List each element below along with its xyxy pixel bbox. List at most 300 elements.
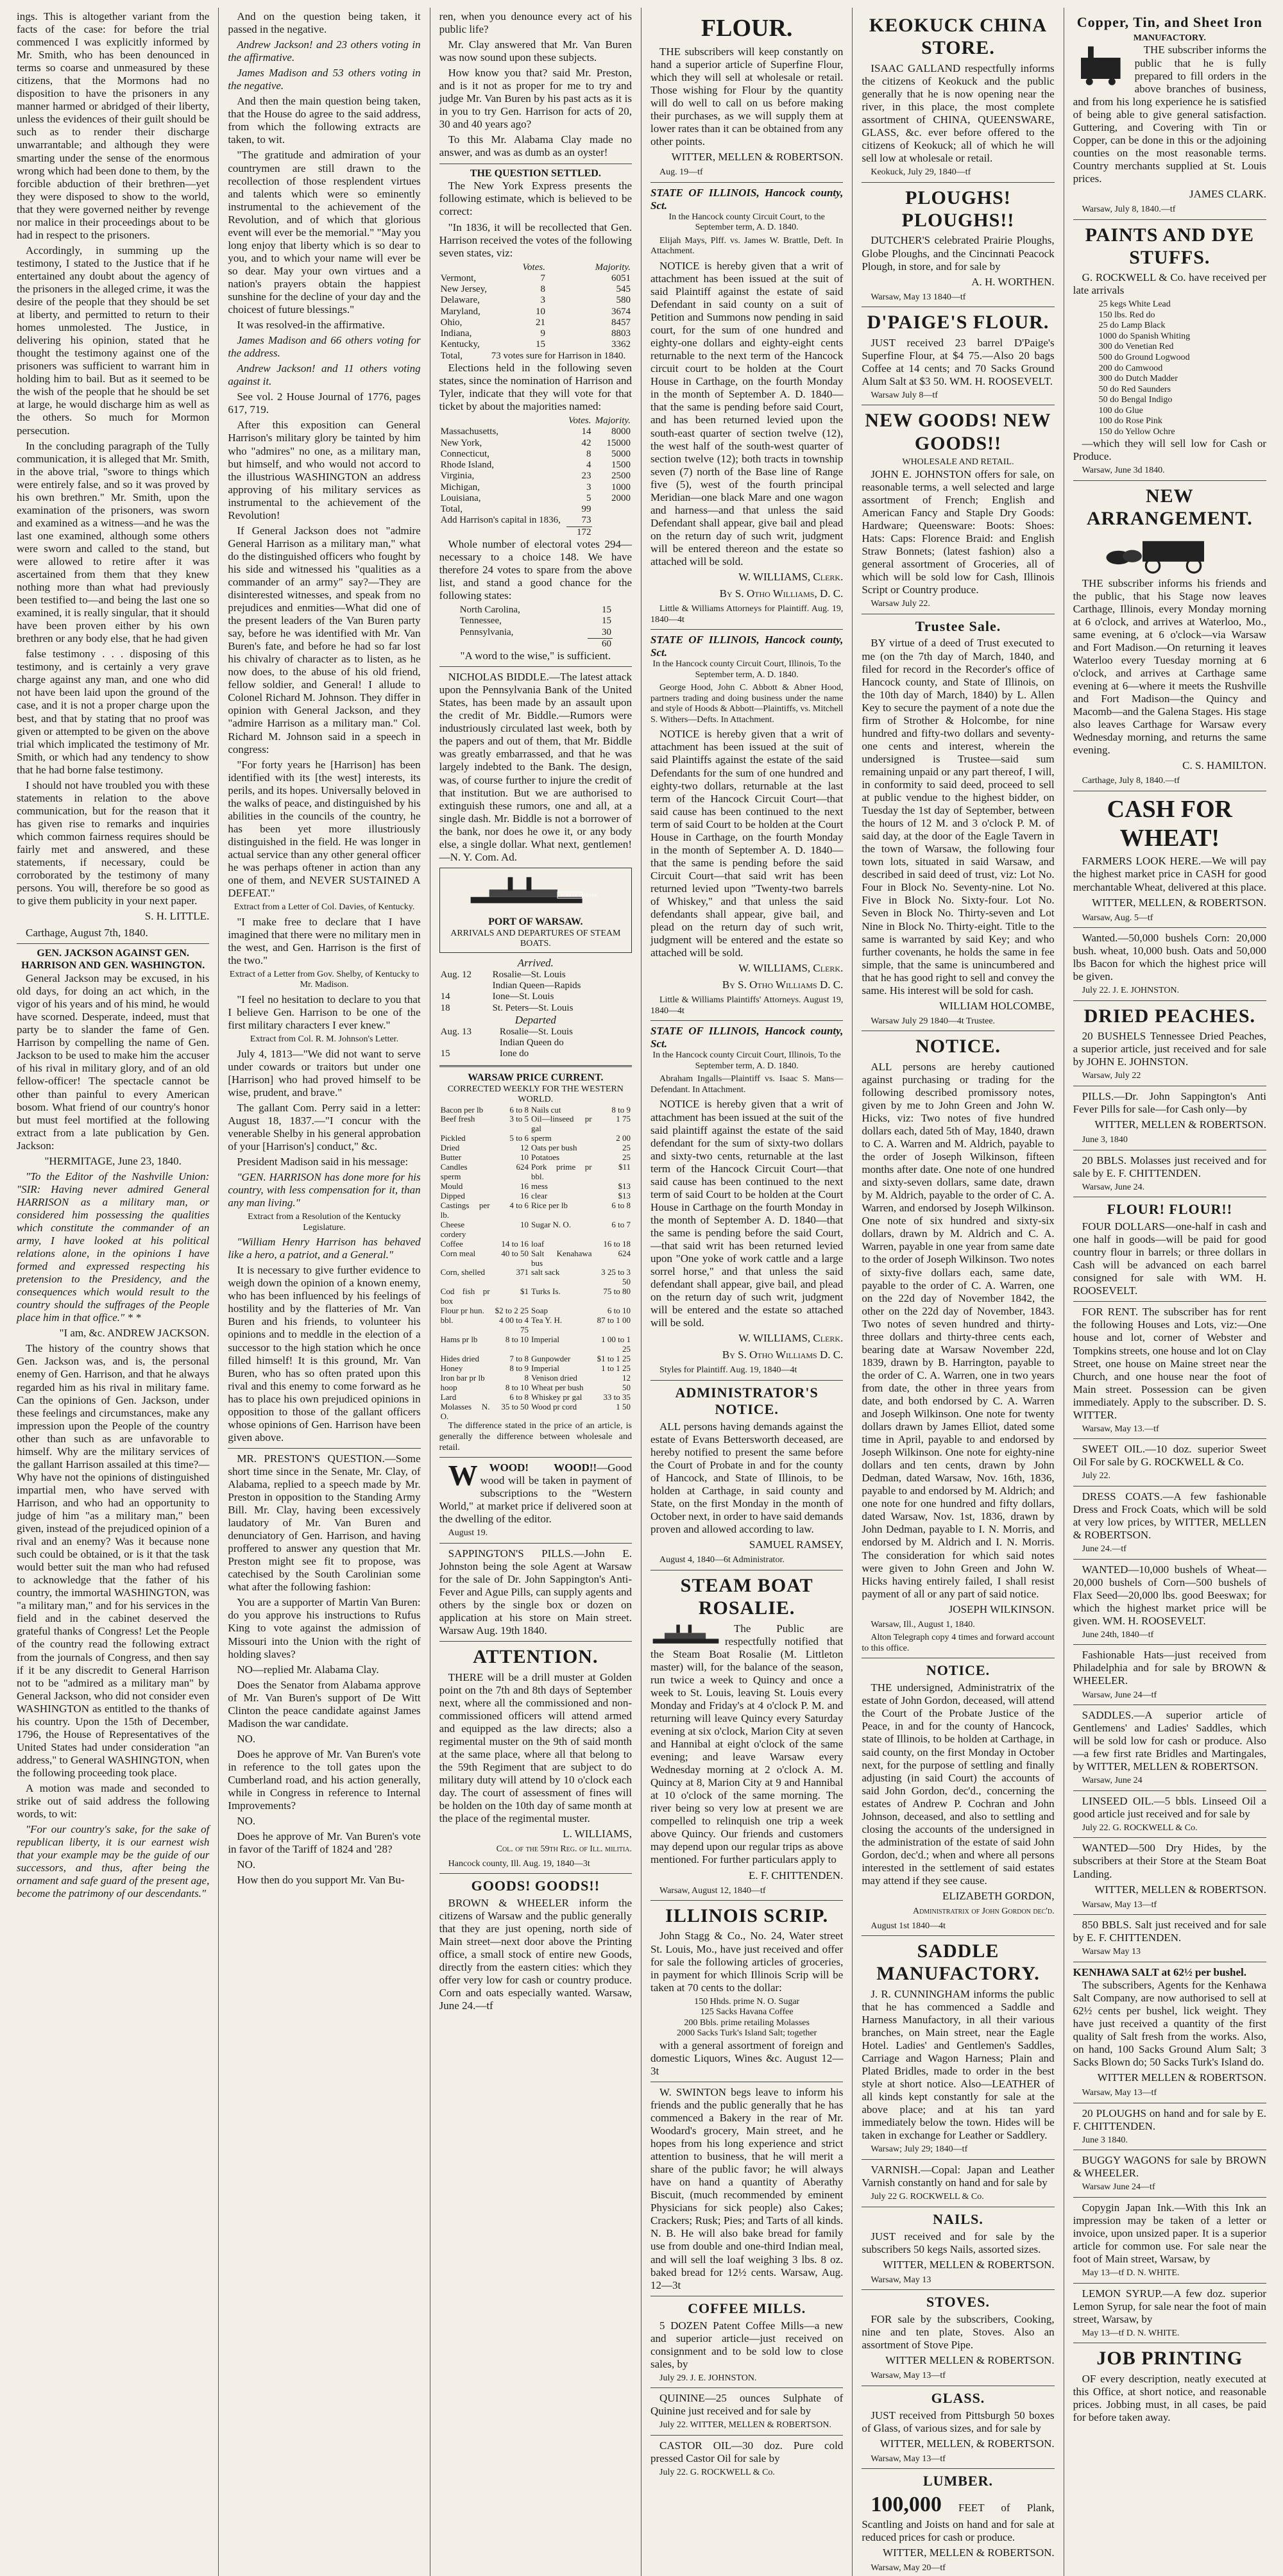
article-paragraph: The history of the country shows that Gen. Jackson was, and is, the personal enemy of Gen. Harrison, and that he always regarded him as his rival in military fame. Can the opinions of Gen. Jackson, under these feelings and circumstances, make any impression upon the People of the country other than such as are unfavorable to himself. Why are the military services of the gallant Harrison assailed at this time?—Why have not the opinions of distinguished impartial men, who have served with Harrison, and who had an opportunity to judge of him "as a military man," been given, instead of the prejudiced opinion of a rival and an enemy? Was it because none such could be obtained, or is it that the task would better suit the man who had refused to acknowledge that the father of his country, the immortal WASHINGTON, was "a military man," and for his services in the field and in the cabinet deserved the grateful thanks of Congress! Let the People of the country read the following extract from the journals of Congress, and then say if it be any discredit to General Harrison not to be "admired as a military man" by General Jackson, who did not consider even WASHINGTON as entitled to the thanks of his country. Upon the 15th of December, 1796, the House of Representatives of the United States had under consideration "an address," to General WASHINGTON, when the following proceeding took place.: [17, 1342, 210, 1779]
qa-line: Does he approve of Mr. Van Buren's vote in favor of the Tariff of 1824 and '28?: [228, 1830, 421, 1856]
price-row: Bacon per lb 6 to 8 Nails cut 8 to 9: [440, 1104, 631, 1115]
qa-line: Does the Senator from Alabama approve of Mr. Van Buren's support of De Witt Clinton the peace candidate against James Madison the war candidate.: [228, 1678, 421, 1730]
ad-date: Warsaw, June 24—tf: [1082, 1690, 1157, 1700]
legal-footer: Little & Williams Plaintiffs' Attorneys. August 19, 1840—4t: [650, 995, 844, 1016]
ad-body: W. SWINTON begs leave to inform his friends and the public generally that he has commenced a Bakery in the rear of Mr. Woodard's grocery, Main street, and he hopes from his long experience and strict attention to business, that he will merit a share of the public favor; he will always have on hand a quantity of Aberathy Biscuit, (much recommended by eminent Physicians for sick people) also Cakes; Crackers; Rusk; Pies; and Tarts of all kinds. N. B. He will also bake bread for family use from double and one-third Indian meal, and will sell the loaf weighing 3 lbs. 8 oz. baked bread for 12½ cents. Warsaw, Aug. 12—3t: [650, 2085, 844, 2291]
article-paragraph: Elections held in the following seven states, since the nomination of Harrison and Tyler, indicate that they will vote for that ticket by about the majorities named:: [439, 361, 632, 413]
ad-body: ALL persons having demands against the estate of Evans Bettersworth deceased, are hereby notified to present the same before the Court of Probate in and for the county of Hancock, and State of Illinois, to be holden at Carthage, in said county and State, on the first Monday in the month of October next, in order to have said demands proven and allowed according to law.: [650, 1420, 844, 1536]
arrived-heading: Arrived.: [517, 956, 554, 969]
quoted-dateline: "HERMITAGE, June 23, 1840.: [44, 1154, 182, 1167]
divider: [17, 943, 209, 944]
qa-line: NO.: [237, 1858, 256, 1871]
drop-cap: W: [448, 1459, 478, 1492]
list-item: 150 Hhds. prime N. O. Sugar: [694, 1996, 800, 2007]
ad-body: —which they will sell low for Cash or Produce.: [1073, 437, 1266, 463]
divider: [1073, 2197, 1266, 2198]
legal-footer: Styles for Plaintiff. Aug. 19, 1840—4t: [659, 1365, 797, 1376]
article-paragraph: After this exposition can General Harrison's military glory be tainted by him who "admires" no one, as a military man, but himself, and who would not accord to the illustrious WASHINGTON an address approving of his military services as instrumental to the achievement of the Revolution!: [228, 419, 421, 521]
ad-body: SWEET OIL.—10 doz. superior Sweet Oil For sale by G. ROCKWELL & Co.: [1073, 1443, 1266, 1469]
extract-heading: Extract from a Letter of Col. Davies, of Kentucky.: [234, 902, 415, 913]
price-row: Corn, shelled 371 salt sack 3 25 to 3 50: [440, 1267, 631, 1287]
ad-body: FOR RENT. The subscriber has for rent the following Houses and Lots, viz:—One house and lot, corner of Webster and Tompkins streets, one house and lot on Clay Street, one house on Maine street near the Church, and one house near the foot of Main street. Possession can be given immediately. Apply to the subscriber. D. S. WITTER.: [1073, 1306, 1266, 1421]
list-item: 50 do Red Saunders: [1098, 384, 1171, 394]
ad-body: SADDLES.—A superior article of Gentlemens' and Ladies' Saddles, which will be sold low for cash or produce. Also—a few first rate Bridles and Martingales, by WITTER, MELLEN & ROBERTSON.: [1073, 1709, 1266, 1773]
table-row: Aug. 13 Rosalie—St. Louis: [440, 1026, 574, 1037]
ad-date: Warsaw, May 13: [871, 2275, 931, 2285]
ad-date: July 22. WITTER, MELLEN & ROBERTSON.: [659, 2420, 832, 2430]
ad-body: 20 BUSHELS Tennessee Dried Peaches, a superior article, just received and for sale by JOHN E. JOHNSTON.: [1073, 1030, 1266, 1068]
signature: E. F. CHITTENDEN.: [748, 1869, 844, 1881]
signature: By S. Otho Williams D. C.: [722, 979, 844, 991]
divider: [439, 1457, 632, 1458]
legal-parties: Elijah Mays, Plff. vs. James W. Brattle, Deft. In Attachment.: [650, 235, 844, 257]
ad-body: FARMERS LOOK HERE.—We will pay the highest market price in CASH for good merchantable Wheat, delivered at this place.: [1073, 855, 1266, 893]
signature: S. H. LITTLE.: [144, 910, 210, 923]
ad-body: Good wood will be taken in payment of subscriptions to the "Western World," at market price if delivered soon at the dwelling of the editor.: [439, 1461, 632, 1526]
article-paragraph: It is necessary to give further evidence to weigh down the opinion of a known enemy, who has been influenced by his feelings of hostility and by the flatteries of Mr. Van Buren and his friends, to volunteer his opinions and to meddle in the election of a successor to the high station which he once filled himself! It is this ground, Mr. Van Buren, who has so often prated upon this rival and this enemy to come forward as he has to place his own prejudiced opinions in opposition to those of the gallant officers whose opinions of Gen. Harrison have been given above.: [228, 1264, 421, 1444]
ad-date: Keokuck, July 29, 1840—tf: [871, 167, 971, 178]
ad-body: 5 DOZEN Patent Coffee Mills—a new and superior article—just received on consignment and to be sold low to close sales, by: [650, 2319, 844, 2370]
quoted-letter: "To the Editor of the Nashville Union: "SIR: Having never admired General HARRISON as a military man, or considered him possessing the qualities which constitute the commander of an army, I have looked at his political relations alone, in the opinions I have formed and expressed respecting his pretension to the Presidency, and the consequences which would result to the country should the suffrages of the People place him in that office." * *: [17, 1170, 210, 1324]
divider: [1073, 2283, 1266, 2284]
table-row: Tennessee, 15: [459, 616, 611, 627]
steamboat-icon: [443, 873, 610, 911]
article-paragraph: In the concluding paragraph of the Tully communication, it is alleged that Mr. Smith, in the above trial, "swore to things which were entirely false, and so it was proved by his own brethren." Mr. Smith, upon the examination of the prisoners, was sworn and examined as a witness—and he was the last one examined, although some others were sworn and called to the stand, but were allowed to retire after it was ascertained from them that they knew nothing more than what had previously been testified to—and being the last one so examined, it is really singular, that it should have been proven either by his own brethren or any body else, that he had given: [17, 439, 210, 645]
ad-body: VARNISH.—Copal: Japan and Leather Varnish constantly on hand and for sale by: [862, 2163, 1055, 2189]
quoted-passage: July 4, 1813—"We did not want to serve under cowards or traitors but under one [Harrison] who had proved himself to be wise, prudent, and brave.": [228, 1047, 421, 1099]
signature: ELIZABETH GORDON,: [942, 1890, 1055, 1903]
table-header: Votes.: [522, 262, 545, 273]
table-row: Connecticut, 8 5000: [440, 448, 631, 459]
legal-heading: STATE OF ILLINOIS, Hancock county, Sct.: [650, 1025, 844, 1050]
signature: C. S. HAMILTON.: [1182, 759, 1266, 772]
ad-headline: FLOUR.: [701, 15, 793, 42]
ad-date: July 22. G. ROCKWELL & Co.: [1082, 1823, 1198, 1833]
ad-body: OF every description, neatly executed at this Office, at short notice, and reasonable prices. Jobbing must, in all cases, be paid for before taken away.: [1073, 2372, 1266, 2423]
ad-body: LINSEED OIL.—5 bbls. Linseed Oil a good article just received and for sale by: [1073, 1794, 1266, 1820]
article-headline: THE QUESTION SETTLED.: [470, 167, 601, 179]
extract-heading: Extract from a Resolution of the Kentucky Legislature.: [248, 1212, 401, 1233]
ad-date: July 22. J. E. JOHNSTON.: [1082, 986, 1180, 996]
list-item: 300 do Dutch Madder: [1098, 374, 1178, 384]
ad-headline: ADMINISTRATOR'S NOTICE.: [675, 1384, 819, 1417]
table-row: 14 Ione—St. Louis: [440, 991, 554, 1002]
table-row: Louisiana, 5 2000: [440, 492, 631, 503]
table-row: 18 St. Peters—St. Louis: [440, 1002, 574, 1013]
article-paragraph: The New York Express presents the following estimate, which is believed to be correct:: [439, 180, 632, 218]
ad-date: Warsaw, May 13—tf: [871, 2454, 946, 2464]
ad-body: JOHN E. JOHNSTON offers for sale, on reasonable terms, a well selected and large assortment of French; English and American Fancy and Staple Dry Goods: Hardware; Queensware: Boots: Shoes: Hats: Caps: Florence Braid: and English Straw Bonnets; (latest fashion) also a general assortment of Groceries, all of which will be sold low for Cash, Illinois Script or Country produce.: [862, 467, 1055, 596]
article-paragraph: And on the question being taken, it passed in the negative.: [228, 10, 421, 36]
ad-body: LEMON SYRUP.—A few doz. superior Lemon Syrup, for sale near the foot of main street, Warsaw, by: [1073, 2287, 1266, 2325]
port-title: PORT OF WARSAW.: [488, 916, 583, 927]
price-title: WARSAW PRICE CURRENT.: [468, 1072, 604, 1083]
signature: WITTER, MELLEN & ROBERTSON.: [883, 2546, 1055, 2559]
price-row: hoop 8 to 10 Wheat per bush 50: [440, 1382, 631, 1392]
arrivals-table: [439, 970, 632, 1014]
divider: [228, 1448, 420, 1449]
divider: [1073, 480, 1266, 481]
ad-headline: ILLINOIS SCRIP.: [665, 1905, 829, 1927]
ad-date: Warsaw, Ill., August 1, 1840.: [871, 1619, 975, 1629]
signature-title: Administratrix of John Gordon dec'd.: [912, 1907, 1055, 1917]
divider: [439, 1543, 632, 1544]
article-paragraph: To this Mr. Alabama Clay made no answer, and was as dumb as an oyster!: [439, 133, 632, 159]
divider: [650, 1380, 843, 1381]
table-row: Delaware, 3 580: [440, 295, 631, 306]
ad-date: Warsaw, August 12, 1840—tf: [659, 1885, 766, 1896]
article-paragraph: I should not have troubled you with these statements in relation to the above communication, but for the reason that it has given rise to remarks and inquiries which common fairness requires should be fairly met and answered, and these statements, if necessary, could be corroborated by the testimony of many persons. You will, therefore be so good as to give them publicity in your next paper.: [17, 779, 210, 907]
ad-body: PILLS.—Dr. John Sappington's Anti Fever Pills for sale—for Cash only—by: [1073, 1090, 1266, 1115]
article-paragraph: Some short time since in the Senate, Mr. Clay, of Alabama, replied to a speech made by Mr. Preston in opposition to the Standing Army Bill. Mr. Clay, having been excessively laudatory of Mr. Van Buren and denunciatory of Gen. Harrison, and having proffered to answer any question that Mr. Preston might see fit to propose, was catechised by the South Carolinian some what after the following fashion:: [228, 1452, 421, 1594]
ad-date: Warsaw, May 13—tf: [1082, 2088, 1157, 2098]
ad-body: THE undersigned, Administratrix of the estate of John Gordon, deceased, will attend the Court of the Probate Justice of the Peace, in and for the county of Hancock, state of Illinois, to be holden at Carthage, in said county, on the first Monday in October next, for the purpose of settling and finally adjusting (in said Court) the accounts of said John Gordon, dec'd., concerning the estates of Andrew P. Cochran and John Johnson, deceased, and also to settling and closing the accounts of the undersigned in the administration of the estate of said John Gordon, dec'd.; when and where all persons interested in the settlement of said estates may attend if they see cause.: [862, 1681, 1055, 1887]
ad-date: Warsaw June 24—tf: [1082, 2182, 1155, 2193]
quoted-passage: "GEN. HARRISON has done more for his country, with less compensation for it, than any man living.": [228, 1170, 421, 1209]
table-row: Kentucky, 15 3362: [440, 339, 631, 350]
lumber-quantity: 100,000: [871, 2493, 942, 2517]
table-row: Maryland, 10 3674: [440, 306, 631, 317]
column-5: [853, 8, 1064, 2576]
ad-body: ISAAC GALLAND respectfully informs the citizens of Keokuck and the public generally that he is now opening near the river, in this place, the most complete assortment of CHINA, QUEENSWARE, GLASS, &c. ever before offered to the citizens of Keokuck; all of which he will sell low at wholesale or retail.: [862, 62, 1055, 165]
table-row: Rhode Island, 4 1500: [440, 460, 631, 471]
article-paragraph: Accordingly, in summing up the testimony, I stated to the Justice that if he entertained any doubt about the agency of the prisoners in the alleged crime, it was the desire of the people that they should be set at liberty, and permitted to return to their homes unmolested. The Justice, in delivering his opinion, stated that he thought the testimony against one of the prisoners was sufficient to warrant him in holding him to bail. But as it seemed to be the wish of the people that he should be set at large, he would discharge him as well as the others. So much for Mormon persecution.: [17, 244, 210, 437]
signature: JAMES CLARK.: [1189, 187, 1266, 200]
column-4: [642, 8, 853, 2576]
ad-body: 850 BBLS. Salt just received and for sale by E. F. CHITTENDEN.: [1073, 1919, 1266, 1944]
price-row: Candles sperm 624 Pork prime pr bbl. $11: [440, 1162, 631, 1182]
article-paragraph: NICHOLAS BIDDLE.—The latest attack upon the Pennsylvania Bank of the United States, has been made by an assault upon the credit of Mr. Biddle.—Rumors were industriously circulated last week, both by the papers and out of them, that Mr. Biddle was greatly embarrassed, and that he was largely indebted to the Bank. The design, was, of course further to injure the credit of that institution. But we are authorised to extinguish these rumors, one and all, at a single dash. Mr. Biddle is not a borrower of the bank, nor does he owe it, or any body else, a single dollar. What next, gentlemen!—N. Y. Com. Ad.: [439, 671, 632, 863]
ad-body: JUST received from Pittsburgh 50 boxes of Glass, of various sizes, and for sale by: [862, 2409, 1055, 2434]
departures-table: [439, 1027, 632, 1060]
ad-date: Warsaw, May 13—tf: [871, 2371, 946, 2381]
ad-headline: GLASS.: [931, 2389, 985, 2406]
ad-body: ALL persons are hereby cautioned against purchasing or trading for the following described promissory notes, given by me to John Green and John W. Hicks, viz: Two notes of five hundred dollars each, dated 5th of May, 1840, drawn to C. A. Warren and M. Aldrich, payable to the order of Joseph Wilkinson, fifteen months after date. One note of one hundred and sixty-seven dollars, same date, drawn by M. Aldrich, payable to the order of C. A. Warren, and endorsed by Joseph Wilkinson. One note of six hundred and sixty-six dollars, drawn by M. Aldrich and C. A. Warren, payable in one year from same date to the order of Joseph Wilkinson. Two notes of sixty-five dollars each, same date, payable to the order of C. A. Warren, one on the 22d day of November 1842, the other on the 22d day of November, 1843. Two notes of seven hundred and thirty-three dollars and thirty-three cents each, bearing date at Warsaw November 22d, 1839, drawn by B. Harrington, payable to the order of C. A. Warren, one in two years from date, the other in three years from date, and both endorsed by C. A. Warren and Joseph Wilkinson. One note for twenty dollars drawn by James Elliot, dated some time in April, payable to and endorsed by Joseph Wilkinson. One note for eighty-nine dollars and ten cents, drawn by John Dedman, dated Warsaw, Nov. 16th, 1836, payable to and endorsed by M. Aldrich; and one note for one hundred and fifty dollars, dated Warsaw, Nov. 1st, 1836, drawn by John Dedman, payable to I. N. Morris, and endorsed by M. Aldrich and I. N. Morris. The consideration for which said notes were given to John Green and John W. Hicks having entirely failed, I shall resist payment of all or any part of said notice.: [862, 1060, 1055, 1600]
signature-title: Col. of the 59th Reg. of Ill. militia.: [496, 1844, 632, 1855]
vote-line: James Madison and 66 others voting for the address.: [228, 334, 421, 360]
qa-line: Does he approve of Mr. Van Buren's vote in reference to the toll gates upon the Cumberland road, and his action generally, while in Congress in reference to Internal Improvements?: [228, 1747, 421, 1812]
list-item: 1000 do Spanish Whiting: [1098, 331, 1191, 341]
ad-date: June 24th, 1840—tf: [1082, 1629, 1154, 1640]
price-row: Hams pr lb 8 to 10 Imperial 1 00 to 1 25: [440, 1334, 631, 1354]
divider: [650, 1020, 843, 1021]
ad-body: The subscribers, Agents for the Kenhawa Salt Company, are now authorised to sell at 62½ cents per bushel, lick weight. They have just received a quantity of the first quality of Salt fresh from the works. Also, on hand, 100 Sacks Ground Alum Salt; 3 Sacks Blown do; 50 Sacks Turk's Island do.: [1073, 1978, 1266, 2069]
article-paragraph: How know you that? said Mr. Preston, and is it not as proper for me to try and judge Mr. Van Buren by his past acts as it is in you to try Gen. Harrison for acts of 20, 30 and 40 years ago?: [439, 67, 632, 131]
signature: A. H. WORTHEN.: [971, 275, 1055, 288]
signature: WITTER MELLEN & ROBERTSON.: [885, 2354, 1055, 2367]
divider: [1073, 1790, 1266, 1791]
quoted-passage: "For forty years he [Harrison] has been identified with its [the west] interests, its perils, and its hopes. Universally beloved in the walks of peace, and distinguished by his abilities in the councils of the country, he has been yet more illustriously distinguished in the field. He was longer in actual service than any other general officer he was perhaps oftener in action than any one of them, and NEVER SUSTAINED A DEFEAT.": [228, 758, 421, 900]
article-paragraph: A motion was made and seconded to strike out of said address the following words, to wit:: [17, 1781, 210, 1821]
ad-date: July 22 G. ROCKWELL & Co.: [871, 2192, 984, 2202]
article-paragraph: President Madison said in his message:: [237, 1155, 409, 1168]
article-headline: GEN. JACKSON AGAINST GEN. HARRISON AND GEN. WASHINGTON.: [21, 948, 205, 972]
ad-body: FEET of Plank, Scantling and Joists on hand and for sale at reduced prices for cash or produce.: [862, 2502, 1055, 2543]
price-subtitle: CORRECTED WEEKLY FOR THE WESTERN WORLD.: [447, 1084, 624, 1105]
ad-body: THERE will be a drill muster at Golden point on the 7th and 8th days of September next, where all the commissioned and non-commissioned officers will attend armed and equipped as the law directs; also a regimental muster on the 9th of said month at the same place, where all that belong to the 59th Regiment that are subject to do military duty will attend by 10 o'clock each day. The court of assessment of fines will be holden on the 10th day of same month at the place of the regimental muster.: [439, 1671, 632, 1825]
signature: WITTER, MELLEN & ROBERTSON.: [883, 2258, 1055, 2271]
ad-headline: CASH FOR WHEAT!: [1107, 795, 1232, 852]
price-row: Dipped 16 clear $13: [440, 1190, 631, 1200]
table-row: 15 Ione do: [440, 1048, 529, 1059]
article-paragraph: And then the main question being taken, that the House do agree to the said address, from which the following extracts are taken, to wit.: [228, 95, 421, 146]
ad-headline: Trustee Sale.: [915, 618, 1001, 634]
article-headline: MR. PRESTON'S QUESTION.: [237, 1452, 385, 1465]
qa-line: How then do you support Mr. Van Bu-: [237, 1874, 405, 1887]
signature: WITTER, MELLEN & ROBERTSON.: [1094, 1118, 1266, 1131]
table-row: Pennsylvania, 30: [459, 627, 611, 637]
ad-body: FOUR DOLLARS—one-half in cash and one half in goods—will be paid for good country flour in barrels; or three dollars in Cash will be advanced on each barrel consigned for sale with WM. H. ROOSEVELT.: [1073, 1220, 1266, 1297]
signature: WITTER, MELLEN & ROBERTSON.: [671, 151, 844, 164]
ad-headline: COFFEE MILLS.: [688, 2300, 806, 2316]
list-item: 300 do Venetian Red: [1098, 342, 1174, 352]
divider: [1073, 1837, 1266, 1838]
table-row: Indian Queen—Rapids: [492, 981, 581, 991]
ad-date: Warsaw, May 13—tf: [1082, 1899, 1157, 1910]
table-row: Massachusetts, 14 8000: [440, 426, 631, 437]
price-row: Butter 10 Potatoes 25: [440, 1152, 631, 1163]
extract-heading: Extract from Col. R. M. Johnson's Letter.: [250, 1034, 399, 1045]
divider: [862, 1935, 1054, 1936]
paint-list: [1073, 299, 1266, 437]
ad-date: Warsaw July 8—tf: [871, 390, 938, 400]
divider: [650, 182, 843, 183]
ad-headline: NAILS.: [933, 2210, 983, 2227]
ad-date: June 3 1840.: [1082, 2135, 1128, 2145]
article-paragraph: "In 1836, it will be recollected that Gen. Harrison received the votes of the following seven states, viz:: [439, 221, 632, 259]
list-item: 25 kegs White Lead: [1098, 299, 1171, 310]
table-row: Indian Queen do: [499, 1038, 564, 1048]
stove-icon: [1073, 44, 1131, 86]
article-paragraph: It was resolved-in the affirmative.: [237, 319, 385, 332]
article-paragraph: "A word to the wise," is sufficient.: [460, 650, 611, 662]
vote-line: James Madison and 53 others voting in the negative.: [228, 67, 421, 92]
ad-body: FOR sale by the subscribers, Cooking, nine and ten plate, Stoves. Also an assortment of Stove Pipe.: [862, 2313, 1055, 2352]
table-row: Michigan, 3 1000: [440, 482, 631, 492]
signature: By S. Otho Williams D. C.: [722, 1349, 844, 1361]
list-item: 100 do Glue: [1098, 405, 1143, 416]
ad-date: July 22.: [1082, 1471, 1110, 1481]
ad-date: May 13—tf D. N. WHITE.: [1082, 2268, 1180, 2278]
list-item: 100 do Rose Pink: [1098, 416, 1162, 426]
price-row: Iron bar pr lb 8 Venison dried 12: [440, 1372, 631, 1383]
ad-body: 20 BBLS. Molasses just received and for sale by E. F. CHITTENDEN.: [1073, 1154, 1266, 1179]
table-header: Majority.: [595, 416, 631, 426]
ad-headline: GOODS! GOODS!!: [471, 1878, 600, 1894]
stagecoach-icon: [1073, 533, 1266, 574]
port-of-warsaw-box: [439, 868, 632, 953]
article-paragraph-faded: false testimony . . . disposing of this testimony, and is certainly a very grave charge against any man, and one who did not have been laid upon the ground of the case, and it is not a proper charge upon the best, and that by stating that no proof was given or attempted to be given on the above trial which implicated the testimony of Mr. Smith, or which had any tendency to show that he had borne false testimony.: [17, 648, 210, 776]
ad-body: BROWN & WHEELER inform the citizens of Warsaw and the public generally that they are just opening, north side of Main street—next door above the Printing office, a small stock of entire new Goods, directly from the eastern cities: which they offer very low for cash or country produce. Corn and oats especially wanted. Warsaw, June 24.—tf: [439, 1897, 632, 2012]
ad-footer: Alton Telegraph copy 4 times and forward account to this office.: [862, 1633, 1055, 1653]
divider: [862, 182, 1054, 183]
price-row: Coffee 14 to 16 loaf 16 to 18: [440, 1238, 631, 1249]
list-item: 150 lbs. Red do: [1098, 310, 1155, 320]
divider: [650, 1900, 843, 1901]
divider: [862, 2159, 1054, 2160]
table-row: Virginia, 23 2500: [440, 471, 631, 482]
ad-body: SAPPINGTON'S PILLS.—John E. Johnston being the sole Agent at Warsaw for the sale of Dr. John Sappington's Anti-Fever and Ague Pills, can supply agents and others by the single box or dozen on application at his store on Main street. Warsaw Aug. 19th 1840.: [439, 1547, 632, 1637]
ad-body: WANTED—500 Dry Hides, by the subscribers at their Store at the Steam Boat Landing.: [1073, 1842, 1266, 1880]
ad-headline: FLOUR! FLOUR!!: [1107, 1201, 1233, 1218]
ad-date: Hancock county, Ill. Aug. 19, 1840—3t: [448, 1858, 590, 1869]
table-total: Add Harrison's capital in 1836, 73: [440, 515, 591, 526]
ad-body: Wanted.—50,000 bushels Corn: 20,000 bush. wheat, 10,000 bush. Oats and 50,000 lbs Bacon for which the highest price will be given.: [1073, 932, 1266, 983]
ad-date: Warsaw May 13: [1082, 1947, 1141, 1957]
table-row: Ohio, 21 8457: [440, 317, 631, 328]
ad-headline: STOVES.: [926, 2294, 990, 2311]
article-paragraph: General Jackson may be excused, in his old days, for doing an act which, in the vigor of his years and of his mind, he would have scorned. Desperate, indeed, must that party be to slander the fame of Gen. Harrison by compelling the name of Gen. Jackson to be used to make him the accuser of his rival in military glory, and of an old fellow-officer! The spectacle cannot be other than painful to every American bosom. What friend of our country's honor but must feel mortified at the following extract from a late publication by Gen. Jackson:: [17, 972, 210, 1152]
ad-date: July 29. J. E. JOHNSTON.: [659, 2373, 757, 2383]
price-row: Honey 8 to 9 Imperial 1 to 1 25: [440, 1363, 631, 1373]
list-item: 200 Bbls. prime retailing Molasses: [684, 2017, 810, 2028]
ad-body: THE subscribers will keep constantly on hand a superior article of Superfine Flour, which they will sell at wholesale or retail. Those wishing for Flour by the quantity will do well to call on us before making their purchases, as we will supply them at lower rates than it can be obtained from any other points.: [650, 45, 844, 148]
table-total: Total, 99: [440, 504, 591, 515]
price-row: Pickled 5 to 6 sperm 2 00: [440, 1133, 631, 1143]
article-paragraph: Mr. Clay answered that Mr. Van Buren was now sound upon these subjects.: [439, 38, 632, 64]
list-item: 150 do Yellow Ochre: [1098, 426, 1175, 437]
price-row: Mould 16 mess $13: [440, 1181, 631, 1191]
price-row: Molasses N. O. 35 to 50 Wood pr cord 1 50: [440, 1401, 631, 1421]
column-2: And on the question being taken, it passed in the negative. Andrew Jackson! and 23 others voting in the affirmative. James Madison and 53 others voting in the negative. And then the main question being taken, that the House do agree to the said address, from which the following extracts are taken, to wit. "The gratitude and admiration of your countrymen are still drawn to the recollection of those resplendent virtues and talents which were so eminently instrumental to the achievement of the Revolution, and of which that glorious event will ever be the memorial." "May you long enjoy that liberty which is so dear to you, and to which your name will ever be so dear. May your own virtues and a nation's prayers obtain the happiest sunshine for the decline of your day and the choicest of future blessings." It was resolved-in the affirmative. James Madison and 66 others voting for the address. Andrew Jackson! and 11 others voting against it. See vol. 2 House Journal of 1776, pages 617, 719. After this exposition can General Harrison's military glory be tainted by him who "admires" no one, as a military man, but himself, and who would not accord to the illustrious WASHINGTON an address approving of his military services as instrumental to the achievement of the Revolution! If General Jackson does not "admire General Harrison as a military man," what do the distinguished officers who fought by his side and witnessed his "qualities as a commander of an army" say?—They are disinterested witnesses, and speak from no prejudices and enmities—What did one of the present leaders of the Van Buren party say, before he was identified with Mr. Van Buren's fate, and before he had so far lost his chivalry of character as to listen, as he now does, to the abuse of his old friend, fellow soldier, and General! I allude to Colonel Richard M. Johnson. They differ in opinion with General Jackson, and they "admire Harrison as a military man." Col. Richard M. Johnson said in a speech in congress: "For forty years he [Harrison] has been identified with its [the west] interests, its perils, and its hopes. Universally beloved in the walks of peace, and distinguished by his abilities in the councils of the country, he has been yet more illustriously distinguished in the field. He was longer in actual service than any other general officer he was perhaps oftener in action than any one of them, and NEVER SUSTAINED A DEFEAT." Extract from a Letter of Col. Davies, of Kentucky. "I make free to declare that I have imagined that there were no military men in the west, and Gen. Harrison is the first of the two." Extract of a Letter from Gov. Shelby, of Kentucky to Mr. Madison. "I feel no hesitation to declare to you that I believe Gen. Harrison to be one of the first military characters I ever knew." Extract from Col. R. M. Johnson's Letter. July 4, 1813—"We did not want to serve under cowards or traitors but under one [Harrison] who had proved himself to be wise, prudent, and brave." The gallant Com. Perry said in a letter: August 18, 1837.—"I concur with the venerable Shelby in his general approbation of your [Harrison's] conduct," &c. President Madison said in his message: "GEN. HARRISON has done more for his country, with less compensation for it, than any man living." Extract from a Resolution of the Kentucky Legislature. "William Henry Harrison has behaved like a hero, a patriot, and a General." It is necessary to give further evidence to weigh down the opinion of a known enemy, who has been influenced by his feelings of hostility and by the flatteries of Mr. Van Buren and his friends, to volunteer his opinions and to meddle in the election of a successor to the high station which he once filled himself! It is this ground, Mr. Van Buren, who has so often prated upon this rival and this enemy to come forward as he has to place his own prejudiced opinions in opposition to those of the gallant officers whose opinions of Gen. Harrison have been given above. MR. PRESTON'S QUESTION.—Some short time since in the Senate, Mr. Clay, of Alabama, replied to a speech made by Mr. Preston in opposition to the Standing Army Bill. Mr. Clay, having been excessively laudatory of Mr. Van Buren and denunciatory of Gen. Harrison, and having proffered to answer any question that Mr. Preston might see fit to propose, was catechised by the South Carolinian some what after the following fashion: You are a supporter of Martin Van Buren: do you approve his instructions to Rufus King to vote against the admission of Missouri into the Union with the right of holding slaves? NO—replied Mr. Alabama Clay. Does the Senator from Alabama approve of Mr. Van Buren's support of De Witt Clinton the peace candidate against James Madison the war candidate. NO. Does he approve of Mr. Van Buren's vote in reference to the toll gates upon the Cumberland road, and his action generally, while in Congress in reference to Internal Improvements? NO. Does he approve of Mr. Van Buren's vote in favor of the Tariff of 1824 and '28? NO. How then do you support Mr. Van Bu-: [219, 8, 430, 2576]
divider: [439, 1641, 632, 1642]
ad-headline: NOTICE.: [926, 1662, 990, 1679]
departed-heading: Departed: [514, 1013, 556, 1026]
ad-date: Warsaw, July 22: [1082, 1071, 1141, 1081]
ad-subheading: WHOLESALE AND RETAIL.: [902, 457, 1014, 467]
quoted-passage: "For our country's sake, for the sake of republican liberty, it is our earnest wish that your example may be the guide of our successors, and thus, after being the ornament and safe guard of the present age, become the patrimony of our descendants.": [17, 1823, 210, 1900]
article-paragraph: ren, when you denounce every act of his public life?: [439, 10, 632, 36]
signature: WITTER, MELLEN, & ROBERTSON.: [1092, 896, 1266, 909]
legal-heading: STATE OF ILLINOIS, Hancock county, Sct.: [650, 634, 844, 659]
list-item: 200 do Camwood: [1098, 363, 1163, 373]
table-header: Votes.: [568, 416, 591, 426]
column-6: [1064, 8, 1275, 2576]
divider: [1073, 1559, 1266, 1560]
price-row: Cod fish pr box $1 Turks Is. 75 to 80: [440, 1286, 631, 1306]
divider: [1073, 1644, 1266, 1645]
divider: [1073, 1914, 1266, 1915]
quoted-passage: "The gratitude and admiration of your countrymen are still drawn to the recollection of those resplendent virtues and talents which were so eminently instrumental to the achievement of the Revolution, and of which that glorious event will ever be the memorial." "May you long enjoy that liberty which is so dear to you, and to which your name will ever be so dear. May your own virtues and a nation's prayers obtain the happiest sunshine for the decline of your day and the choicest of future blessings.": [228, 149, 421, 316]
ad-headline: JOB PRINTING: [1096, 2348, 1243, 2370]
table-row: Vermont, 7 6051: [440, 273, 631, 283]
list-item: 2000 Sacks Turk's Island Salt; together: [676, 2028, 817, 2039]
ad-body: 20 PLOUGHS on hand and for sale by E. F. CHITTENDEN.: [1073, 2107, 1266, 2132]
signature: WITTER MELLEN & ROBERTSON.: [1097, 2071, 1266, 2084]
divider: [1073, 219, 1266, 220]
divider: [1073, 1438, 1266, 1439]
legal-court: In the Hancock county Circuit Court, Illinois, To the September term, A. D. 1840.: [652, 659, 841, 680]
divider: [1073, 1301, 1266, 1302]
newspaper-page: [8, 8, 1275, 2573]
signature: L. WILLIAMS,: [563, 1828, 632, 1840]
legal-parties: Abraham Ingalls—Plaintiff vs. Isaac S. Mans—Defendant. In Attachment.: [650, 1074, 844, 1095]
ad-date: Warsaw July 22.: [871, 599, 930, 609]
ad-date: Warsaw, June 3d 1840.: [1082, 466, 1165, 476]
price-row: Corn meal 40 to 50 Salt Kenahawa bus 624: [440, 1248, 631, 1268]
ad-date: Warsaw, May 13 1840—tf: [871, 292, 966, 302]
quoted-passage: "William Henry Harrison has behaved like a hero, a patriot, and a General.": [228, 1236, 421, 1261]
qa-line: NO.: [237, 1732, 256, 1745]
ad-date: June 3, 1840: [1082, 1135, 1128, 1145]
ad-headline: KEOKUCK CHINA STORE.: [869, 15, 1048, 59]
quoted-passage: "I feel no hesitation to declare to you that I believe Gen. Harrison to be one of the first military characters I ever knew.": [228, 993, 421, 1031]
price-row: Cheese cordery 10 Sugar N. O. 6 to 7: [440, 1219, 631, 1239]
ad-body: JUST received 23 barrel D'Paige's Superfine Flour, at $4 75.—Also 20 bags Coffee at 14 cents; and 70 Sacks Ground Alum Salt at $3 50. WM. H. ROOSEVELT.: [862, 336, 1055, 387]
ad-date: Aug. 19—tf: [659, 167, 703, 178]
price-row: Dried 12 Oats per bush 25: [440, 1143, 631, 1153]
ad-body: BUGGY WAGONS for sale by BROWN & WHEELER.: [1073, 2154, 1266, 2180]
ad-date: May 13—tf D. N. WHITE.: [1082, 2328, 1180, 2338]
signature: WITTER, MELLEN & ROBERTSON.: [1094, 1883, 1266, 1896]
ad-body: THE subscriber informs his friends and the public, that his Stage now leaves Carthage, Illinois, every Monday morning at 6 o'clock, and arrives at Waterloo, Mo., same evening, at 6 o'clock—via Warsaw and Fort Madison.—On returning it leaves Waterloo every Tuesday morning at 6 o'clock, and arrives at Carthage same evening at 6—where it meets the Rushville and Fort Madison—the Quincy and Macomb—and the Galena Stages. His stage also leaves Carthage for Warsaw every Wednesday morning, and returns the same evening.: [1073, 577, 1266, 757]
dateline: Carthage, August 7th, 1840.: [26, 927, 148, 939]
divider: [439, 666, 632, 667]
ad-headline: SADDLE MANUFACTORY.: [876, 1940, 1040, 1985]
ad-headline: PLOUGHS! PLOUGHS!!: [901, 187, 1015, 232]
ad-body: Fashionable Hats—just received from Philadelphia and for sale by BROWN & WHEELER.: [1073, 1649, 1266, 1687]
signature: W. WILLIAMS, Clerk.: [738, 1332, 844, 1345]
price-row: Castings per lb. 4 to 6 Rice per lb 6 to 8: [440, 1200, 631, 1220]
price-row: Beef fresh 3 to 5 Oil—linseed pr gal 1 75: [440, 1114, 631, 1134]
divider: [650, 629, 843, 630]
ad-body: QUININE—25 ounces Sulphate of Quinine just received and for sale by: [650, 2392, 844, 2418]
ad-body: DUTCHER'S celebrated Prairie Ploughs, Globe Ploughs, and the Cincinnati Peacock Plough, in store, and for sale by: [862, 234, 1055, 273]
steamboat-icon: [650, 1622, 721, 1648]
legal-parties: George Hood, John C. Abbott & Abner Hood, partners trading and doing business under the name and style of Hoods & Abbott—Plaintiffs, vs. Mitchell S. Withers—Defts. In Attachment.: [650, 683, 844, 725]
ad-date: June 24.—tf: [1082, 1544, 1126, 1554]
quoted-passage: The gallant Com. Perry said in a letter: August 18, 1837.—"I concur with the venerable Shelby in his general approbation of your [Harrison's] conduct," &c.: [228, 1101, 421, 1152]
divider: [1073, 1000, 1266, 1001]
signature: SAMUEL RAMSEY,: [749, 1538, 844, 1551]
ad-subheading: MANUFACTORY.: [1133, 33, 1206, 43]
ad-body: G. ROCKWELL & Co. have received per late arrivals: [1073, 271, 1266, 297]
vote-table-chance: [459, 605, 613, 650]
ad-date: Warsaw, June 24: [1082, 1776, 1143, 1786]
ad-body: BY virtue of a deed of Trust executed to me (on the 7th day of March, 1840, and filed for record in the Recorder's office of Hancock county, and State of Illinois, on the 10th day of March, 1840) by L. Allen Key to secure the payment of a note due the firm of Strother & Holcombe, for nine hundred and fifty-two dollars and seventy-one cents and interest, wherein the undersigned is Trustee—said sum remaining unpaid or any part thereof, I will, in conformity to said deed, proceed to sell at public vendue to the highest bidder, on Tuesday the 1st day of September, between the hours of 12 M. and 3 o'clock P. M. of said day, at the door of the Eagle Tavern in the town of Warsaw, the following four town lots, situated in said Warsaw, and described in said deed of trust, viz: Lot No. Four in Block No. Seventy-nine. Lot No. Five in Block No. Sixty-four. Lot No. Seven in Block No. Thirty-seven and Lot Nine in Block No. Thirty-eight. Title to the same is warranted by said Key; and who further covenants, he holds the same in fee simple, that the same is unincumbered and that he has good right to sell and convey the same. His interest will be sold for cash.: [862, 637, 1055, 997]
ad-date: Carthage, July 8, 1840.—tf: [1082, 776, 1180, 786]
legal-court: In the Hancock county Circuit Court, to the September term, A. D. 1840.: [668, 212, 825, 233]
table-row: New Jersey, 8 545: [440, 284, 631, 295]
vote-line: Andrew Jackson! and 11 others voting against it.: [228, 362, 421, 388]
ad-body: THE subscriber informs the public that he is fully prepared to fill orders in the above branches of business, and from his long experience he is satisfied of being able to give general satisfaction. Guttering, and Covering with Tin or Copper, can be done in this or the adjoining counties on the most reasonable terms. Country merchants supplied at St. Louis prices.: [1073, 44, 1266, 185]
ad-headline: NEW GOODS! NEW GOODS!!: [865, 410, 1051, 454]
price-current-table: [439, 1106, 632, 1422]
ad-headline: NOTICE.: [915, 1036, 1001, 1057]
table-row: Indiana, 9 8803: [440, 328, 631, 339]
divider: [650, 2387, 843, 2388]
ad-date: Warsaw; July 29; 1840—tf: [871, 2144, 968, 2155]
ad-date: Warsaw, June 24.: [1082, 1182, 1145, 1192]
list-item: 25 do Lamp Black: [1098, 321, 1166, 331]
signature: W. WILLIAMS, Clerk.: [738, 571, 844, 584]
port-subtitle: ARRIVALS AND DEPARTURES OF STEAM BOATS.: [450, 928, 621, 949]
steamboat-flag-text: PORT OF WARSAW.: [560, 893, 599, 898]
ad-date: Warsaw, May 13.—tf: [1082, 1424, 1159, 1434]
ad-headline: WOOD! WOOD!!: [489, 1461, 597, 1474]
legal-body: NOTICE is hereby given that a writ of attachment has been issued at the suit of the said plaintiff against the estate of the said defendant for the sum of sixty-two dollars and sixty-two cents, returnable at the last term of the Hancock Circuit Court—that said cause has been continued to the next term of said Court to be holden at the Court House in Carthage on the fourth Monday in the month of September A. D. 1840—that the same is pending before the said Court,—that said writ has been returned levied upon "One yoke of work cattle and a large sorrel horse," and that unless the said defendant shall appear, give bail, and plead on the return day of such writ, judgment will be entered and the estate so attached will be sold.: [650, 1098, 844, 1329]
quoted-signature: "I am, &c. ANDREW JACKSON.: [59, 1327, 210, 1340]
qa-line: NO—replied Mr. Alabama Clay.: [237, 1663, 379, 1676]
qa-line: NO.: [237, 1815, 256, 1828]
ad-body: John Stagg & Co., No. 24, Water street St. Louis, Mo., have just received and offer for sale the following articles of groceries, in payment for which Illinois Scrip will be taken at 70 cents to the dollar:: [650, 1930, 844, 1994]
ad-body: Copygin Japan Ink.—With this Ink an impression may be taken of a letter or invoice, upon unsized paper. It is a superior article for common use. For sale near the foot of Main street, Warsaw, by: [1073, 2201, 1266, 2266]
ad-date: August 19.: [448, 1528, 488, 1538]
ad-headline: LUMBER.: [922, 2473, 994, 2489]
legal-body: NOTICE is hereby given that a writ of attachment has been issued at the suit of said Plaintiffs against the estate of the said Defendants for the sum of one hundred and eighty-two dollars, returnable at the last term of the Hancock Circuit Court—that said cause has been continued to the next term of said Court to be holden at the Court House in Carthage, on the fourth Monday in the month of September A. D. 1840—that the same is pending before the said Circuit Court—that said writ has been returned levied upon "Twenty-two barrels of Whiskey," and that unless the said defendants shall appear, give bail, and plead on the return day of such writ, judgment will be entered and the estate so attached will be sold.: [650, 728, 844, 959]
legal-court: In the Hancock county Circuit Court, Illinois, To the September term, A. D. 1840.: [652, 1050, 841, 1071]
ad-headline: NEW ARRANGEMENT.: [1086, 485, 1253, 530]
